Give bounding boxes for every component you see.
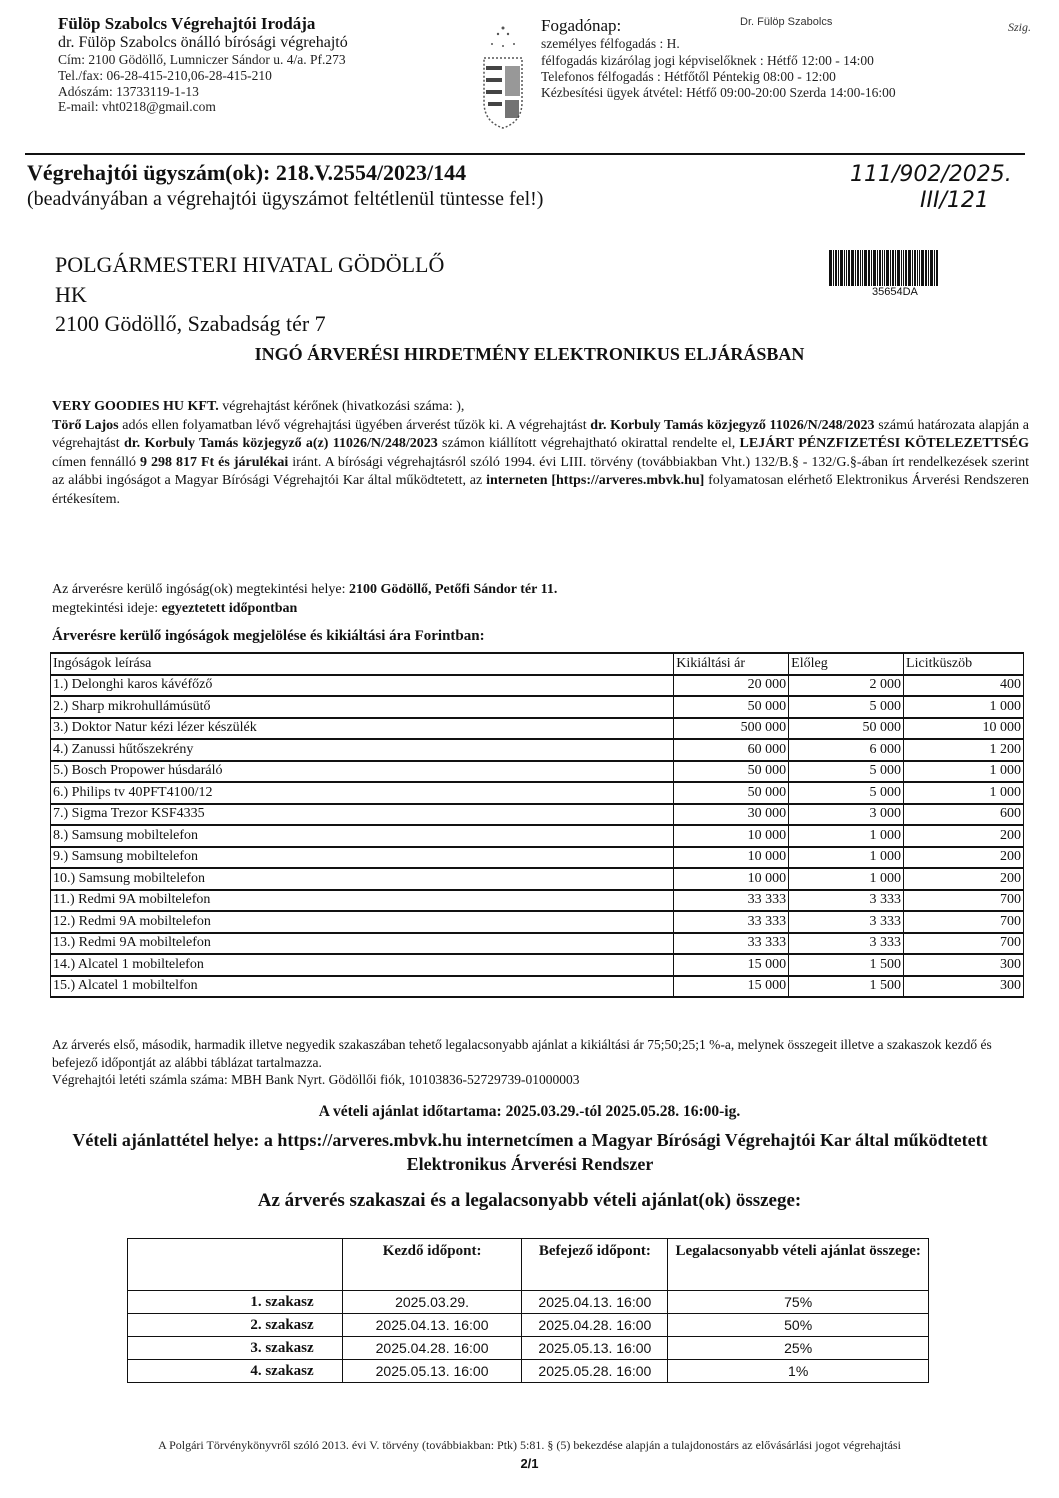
column-header: Ingóságok leírása xyxy=(51,653,674,675)
claim-title: LEJÁRT PÉNZFIZETÉSI KÖTELEZETTSÉG xyxy=(739,436,1030,452)
item-deposit: 3 333 xyxy=(789,933,904,955)
item-bid-step: 1 000 xyxy=(904,782,1024,804)
reception-line: személyes félfogadás : H. xyxy=(541,36,680,52)
table-row xyxy=(51,825,1024,847)
table-row xyxy=(51,739,1024,761)
item-description: 7.) Sigma Trezor KSF4335 xyxy=(51,804,674,826)
stage-label: 1. szakasz xyxy=(128,1291,343,1314)
item-bid-step: 700 xyxy=(904,933,1024,955)
stages-heading: Az árverés szakaszai és a legalacsonyabb vételi ajánlat(ok) összege: xyxy=(257,1190,802,1211)
item-price: 60 000 xyxy=(674,739,789,761)
signature: Szig. xyxy=(1008,20,1032,34)
item-bid-step: 700 xyxy=(904,911,1024,933)
table-row xyxy=(51,954,1024,976)
item-description: 11.) Redmi 9A mobiltelefon xyxy=(51,890,674,912)
item-bid-step: 200 xyxy=(904,825,1024,847)
escrow-account: Végrehajtói letéti számla száma: MBH Bank Nyrt. Gödöllői fiók, 10103836-52729739-01000003 xyxy=(52,1072,580,1088)
table-row xyxy=(51,868,1024,890)
item-price: 10 000 xyxy=(674,825,789,847)
item-bid-step: 1 000 xyxy=(904,761,1024,783)
case-number: Végrehajtói ügyszám(ok): 218.V.2554/2023/144 xyxy=(27,160,467,185)
notice-stages-text: Az árverés első, második, harmadik illetve negyedik szakaszában tehető legalacsonyabb ajánlat a kikiáltási ár 75;50;25;1 %-a, melynek összegeit illetve a szakaszok kezdő és befejező időpontját az alábbi táblázat tartalmazza. xyxy=(52,1037,992,1070)
column-header: Legalacsonyabb vételi ajánlat összege: xyxy=(668,1239,929,1291)
item-deposit: 2 000 xyxy=(789,675,904,697)
reception-hours xyxy=(541,16,896,101)
item-description: 13.) Redmi 9A mobiltelefon xyxy=(51,933,674,955)
viewing-info xyxy=(52,581,557,619)
reception-line: Telefonos félfogadás : Hétfőtől Péntekig 08:00 - 12:00 xyxy=(541,68,836,84)
table-row xyxy=(51,804,1024,826)
column-header xyxy=(128,1239,343,1291)
case-note: (beadványában a végrehajtói ügyszámot feltétlenül tüntesse fel!) xyxy=(27,188,544,210)
item-bid-step: 200 xyxy=(904,868,1024,890)
item-price: 15 000 xyxy=(674,976,789,998)
stage-min-offer: 50% xyxy=(668,1314,929,1337)
reception-line: Kézbesítési ügyek átvétel: Hétfő 09:00-20:00 Szerda 14:00-16:00 xyxy=(541,84,896,100)
reception-line: félfogadás kizárólag jogi képviselőknek : Hétfő 12:00 - 14:00 xyxy=(541,52,874,68)
item-deposit: 5 000 xyxy=(789,782,904,804)
table-row xyxy=(128,1360,929,1383)
notary-reference: dr. Korbuly Tamás közjegyző a(z) 11026/N/248/2023 xyxy=(123,436,438,452)
item-price: 30 000 xyxy=(674,804,789,826)
coat-of-arms-icon xyxy=(478,22,528,130)
table-row xyxy=(51,933,1024,955)
office-phone: Tel./fax: 06-28-415-210,06-28-415-210 xyxy=(58,67,272,83)
stage-start: 2025.04.28. 16:00 xyxy=(342,1337,522,1360)
item-price: 33 333 xyxy=(674,933,789,955)
item-price: 33 333 xyxy=(674,911,789,933)
page-number: 2/1 xyxy=(520,1456,539,1471)
table-row xyxy=(51,890,1024,912)
stage-end: 2025.04.13. 16:00 xyxy=(522,1291,668,1314)
stage-min-offer: 75% xyxy=(668,1291,929,1314)
item-description: 2.) Sharp mikrohullámúsütő xyxy=(51,696,674,718)
stage-min-offer: 25% xyxy=(668,1337,929,1360)
officer-name: dr. Fülöp Szabolcs önálló bírósági végrehajtó xyxy=(58,33,348,51)
addressee-name: POLGÁRMESTERI HIVATAL GÖDÖLLŐ xyxy=(55,252,445,277)
debtor-name: Törő Lajos xyxy=(52,417,119,433)
item-deposit: 3 333 xyxy=(789,890,904,912)
item-bid-step: 300 xyxy=(904,954,1024,976)
body-text: végrehajtást kérőnek (hivatkozási száma: ), xyxy=(218,399,465,414)
item-price: 20 000 xyxy=(674,675,789,697)
stage-end: 2025.04.28. 16:00 xyxy=(522,1314,668,1337)
item-deposit: 5 000 xyxy=(789,761,904,783)
body-text: számon kiállított végrehajtható okirattal rendelte el, xyxy=(437,436,740,452)
table-row xyxy=(51,976,1024,998)
item-deposit: 1 500 xyxy=(789,976,904,998)
offer-duration: A vételi ajánlat időtartama: 2025.03.29.-tól 2025.05.28. 16:00-ig. xyxy=(318,1103,741,1120)
items-table xyxy=(50,652,1024,998)
stage-start: 2025.03.29. xyxy=(342,1291,522,1314)
item-price: 50 000 xyxy=(674,696,789,718)
table-header-row xyxy=(128,1239,929,1291)
item-description: 15.) Alcatel 1 mobiltelfon xyxy=(51,976,674,998)
handwritten-registry-number xyxy=(850,162,1012,215)
column-header: Kezdő időpont: xyxy=(342,1239,522,1291)
footer-text: A Polgári Törvénykönyvről szóló 2013. évi V. törvény (továbbiakban: Ptk) 5:81. § (5) bekezdése alapján a tulajdonostárs az elővásárlási jogot végrehajtási xyxy=(158,1438,901,1452)
notary-reference: dr. Korbuly Tamás közjegyző 11026/N/248/2023 xyxy=(590,417,875,433)
item-price: 50 000 xyxy=(674,761,789,783)
table-row xyxy=(51,847,1024,869)
table-row xyxy=(51,761,1024,783)
office-header xyxy=(58,14,348,115)
item-description: 3.) Doktor Natur kézi lézer készülék xyxy=(51,718,674,740)
handwritten-line-1: 111/902/2025. xyxy=(850,162,1012,187)
body-text: adós ellen folyamatban lévő végrehajtási ügyében árverést tűzök ki. A végrehajtást xyxy=(118,417,591,433)
table-row xyxy=(128,1291,929,1314)
stage-label: 2. szakasz xyxy=(128,1314,343,1337)
item-bid-step: 600 xyxy=(904,804,1024,826)
creditor-name: VERY GOODIES HU KFT. xyxy=(52,399,219,414)
column-header: Befejező időpont: xyxy=(522,1239,668,1291)
barcode-text: 35654DA xyxy=(872,286,918,298)
item-description: 14.) Alcatel 1 mobiltelefon xyxy=(51,954,674,976)
items-heading: Árverésre kerülő ingóságok megjelölése és kikiáltási ára Forintban: xyxy=(52,628,485,644)
item-description: 8.) Samsung mobiltelefon xyxy=(51,825,674,847)
column-header: Előleg xyxy=(789,653,904,675)
item-bid-step: 1 200 xyxy=(904,739,1024,761)
item-description: 1.) Delonghi karos kávéfőző xyxy=(51,675,674,697)
header-divider xyxy=(25,153,1025,155)
item-description: 5.) Bosch Propower húsdaráló xyxy=(51,761,674,783)
viewing-place-value: 2100 Gödöllő, Petőfi Sándor tér 11. xyxy=(349,582,558,597)
body-text: címen fennálló xyxy=(52,454,141,470)
addressee-address: 2100 Gödöllő, Szabadság tér 7 xyxy=(55,311,326,337)
auction-site-link[interactable]: interneten [https://arveres.mbvk.hu] xyxy=(486,473,705,489)
table-row xyxy=(51,782,1024,804)
body-paragraph xyxy=(52,398,1029,510)
handwritten-line-2: III/121 xyxy=(920,188,989,214)
table-row xyxy=(51,675,1024,697)
item-bid-step: 700 xyxy=(904,890,1024,912)
item-deposit: 3 333 xyxy=(789,911,904,933)
table-row xyxy=(51,718,1024,740)
column-header: Licitküszöb xyxy=(904,653,1024,675)
item-bid-step: 200 xyxy=(904,847,1024,869)
item-deposit: 6 000 xyxy=(789,739,904,761)
item-bid-step: 300 xyxy=(904,976,1024,998)
stamp-name: Dr. Fülöp Szabolcs xyxy=(740,16,833,28)
item-description: 10.) Samsung mobiltelefon xyxy=(51,868,674,890)
item-price: 10 000 xyxy=(674,847,789,869)
item-price: 50 000 xyxy=(674,782,789,804)
barcode-icon xyxy=(829,250,981,286)
stage-min-offer: 1% xyxy=(668,1360,929,1383)
addressee-dept: HK xyxy=(55,281,87,307)
stage-label: 4. szakasz xyxy=(128,1360,343,1383)
item-deposit: 50 000 xyxy=(789,718,904,740)
item-deposit: 5 000 xyxy=(789,696,904,718)
office-address: Cím: 2100 Gödöllő, Lumniczer Sándor u. 4/a. Pf.273 xyxy=(58,52,346,68)
table-row xyxy=(51,696,1024,718)
viewing-place-label: Az árverésre kerülő ingóság(ok) megtekintési helye: xyxy=(52,582,350,597)
table-row xyxy=(51,911,1024,933)
claim-amount: 9 298 817 Ft és járulékai xyxy=(140,454,289,470)
item-price: 33 333 xyxy=(674,890,789,912)
notice-text xyxy=(52,1036,1032,1089)
item-bid-step: 400 xyxy=(904,675,1024,697)
office-tax-id: Adószám: 13733119-1-13 xyxy=(58,83,199,99)
item-price: 500 000 xyxy=(674,718,789,740)
stage-end: 2025.05.13. 16:00 xyxy=(522,1337,668,1360)
case-block xyxy=(27,160,543,211)
item-description: 12.) Redmi 9A mobiltelefon xyxy=(51,911,674,933)
stage-label: 3. szakasz xyxy=(128,1337,343,1360)
table-row xyxy=(128,1337,929,1360)
item-deposit: 1 000 xyxy=(789,825,904,847)
item-deposit: 3 000 xyxy=(789,804,904,826)
body-text: iránt. A bírósági végrehajtásról szóló 1994. évi LIII. törvény (továbbiakban Vht.) 132/B.§ - 132/G.§-ában írt rendelkezések szerint az alábbi ingóságot a Magyar Bírósági Végrehajtói Kar által működtetett, az xyxy=(52,454,1030,489)
item-price: 15 000 xyxy=(674,954,789,976)
item-description: 9.) Samsung mobiltelefon xyxy=(51,847,674,869)
column-header: Kikiáltási ár xyxy=(674,653,789,675)
addressee-block xyxy=(55,250,444,339)
office-name: Fülöp Szabolcs Végrehajtói Irodája xyxy=(58,14,316,33)
item-deposit: 1 500 xyxy=(789,954,904,976)
viewing-time-label: megtekintési ideje: xyxy=(52,600,162,616)
stage-start: 2025.05.13. 16:00 xyxy=(342,1360,522,1383)
document-title: INGÓ ÁRVERÉSI HIRDETMÉNY ELEKTRONIKUS ELJÁRÁSBAN xyxy=(254,344,805,364)
stage-end: 2025.05.28. 16:00 xyxy=(522,1360,668,1383)
item-description: 4.) Zanussi hűtőszekrény xyxy=(51,739,674,761)
stages-table xyxy=(127,1238,929,1383)
item-price: 10 000 xyxy=(674,868,789,890)
item-bid-step: 1 000 xyxy=(904,696,1024,718)
body-text: számú határozata alapján a végrehajtást xyxy=(52,417,1030,452)
table-row xyxy=(128,1314,929,1337)
body-text: folyamatosan elérhető Elektronikus Árverési Rendszeren értékesítem. xyxy=(52,473,1029,508)
item-bid-step: 10 000 xyxy=(904,718,1024,740)
viewing-time-value: egyeztetett időpontban xyxy=(161,600,298,616)
item-deposit: 1 000 xyxy=(789,847,904,869)
table-header-row xyxy=(51,653,1024,675)
reception-title: Fogadónap: xyxy=(541,16,622,35)
item-deposit: 1 000 xyxy=(789,868,904,890)
stage-start: 2025.04.13. 16:00 xyxy=(342,1314,522,1337)
item-description: 6.) Philips tv 40PFT4100/12 xyxy=(51,782,674,804)
offer-place: Vételi ajánlattétel helye: a https://arveres.mbvk.hu internetcímen a Magyar Bírósági Végrehajtói Kar által működtetett Elektronikus Árverési Rendszer xyxy=(72,1130,988,1175)
office-email: E-mail: vht0218@gmail.com xyxy=(58,99,216,115)
